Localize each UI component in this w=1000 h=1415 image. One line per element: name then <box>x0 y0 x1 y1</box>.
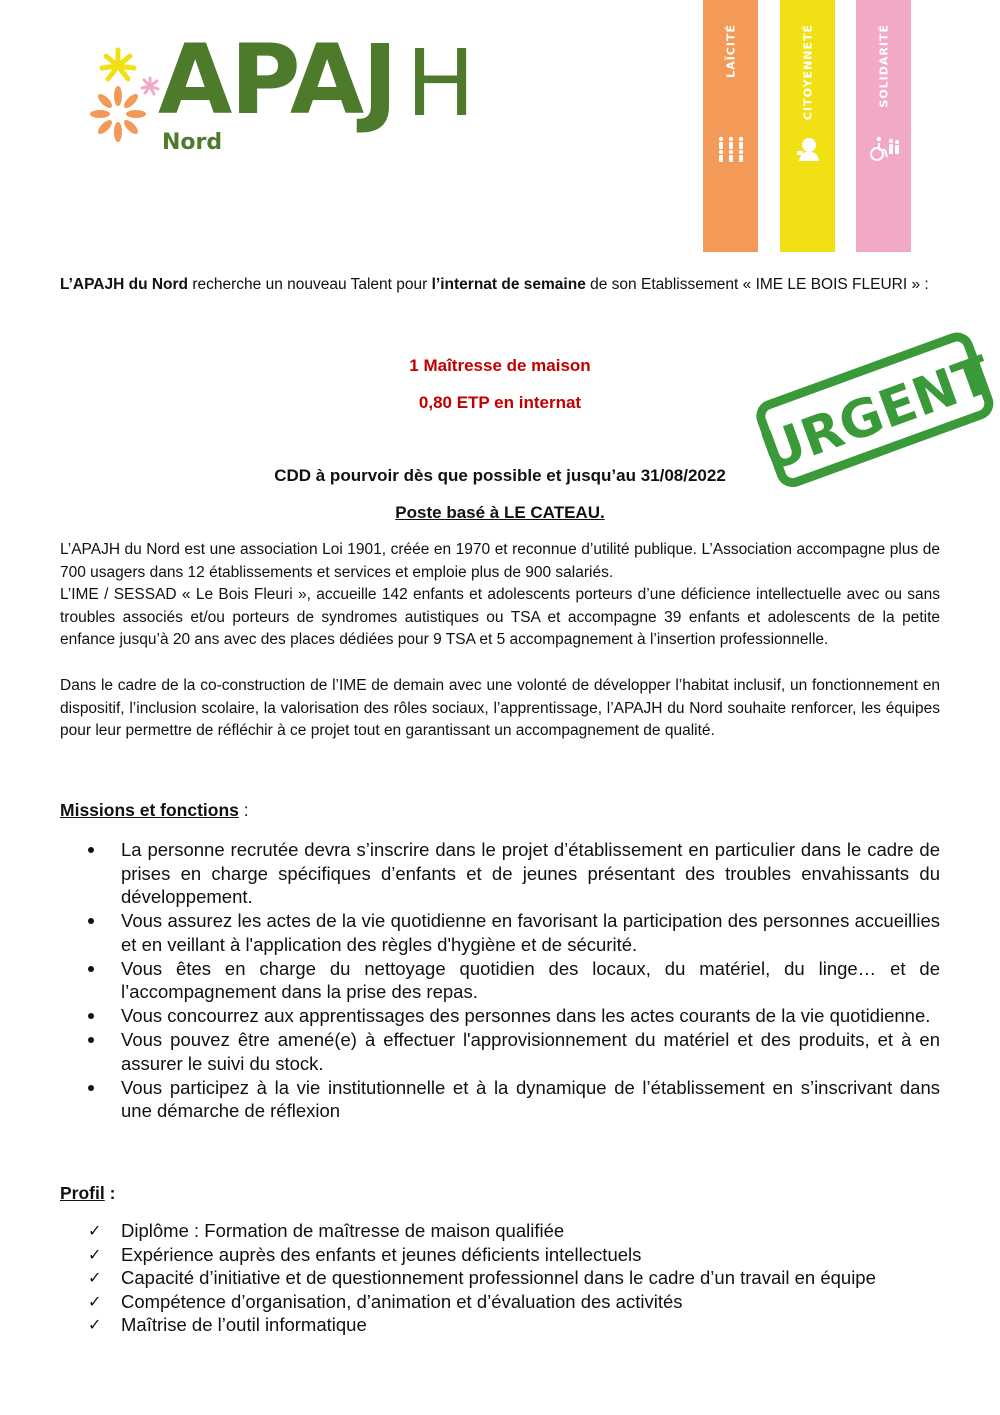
list-item-text: Maîtrise de l’outil informatique <box>121 1314 367 1335</box>
intro-org: L’APAJH du Nord <box>60 276 189 293</box>
check-icon: ✓ <box>88 1315 102 1334</box>
list-item <box>60 1266 960 1290</box>
check-icon: ✓ <box>88 1221 102 1240</box>
bullet-icon <box>88 966 94 972</box>
list-item-text: Vous pouvez être amené(e) à effectuer l'approvisionnement du matériel et des produits, et à en assurer le suivi du stock. <box>121 1029 940 1074</box>
list-item <box>60 1219 960 1243</box>
list-item <box>60 1313 960 1337</box>
check-icon: ✓ <box>88 1291 102 1311</box>
list-item <box>60 1243 960 1267</box>
missions-list <box>60 838 940 1123</box>
job-etp: 0,80 ETP en internat <box>418 393 582 412</box>
people-group-icon <box>714 135 748 163</box>
list-item-text: Expérience auprès des enfants et jeunes déficients intellectuels <box>121 1243 642 1265</box>
list-item <box>60 957 940 1004</box>
citizen-head-icon <box>791 135 825 163</box>
missions-heading <box>60 800 249 821</box>
list-item <box>60 1290 960 1314</box>
profil-heading <box>60 1183 115 1204</box>
value-band-laicite <box>703 0 758 252</box>
bullet-icon <box>88 847 94 853</box>
intro-internat: l’internat de semaine <box>431 276 586 293</box>
flower-logo-icon <box>88 44 168 154</box>
list-item-text: Capacité d’initiative et de questionnement professionnel dans le cadre d’un travail en équipe <box>121 1267 876 1288</box>
list-item-text: Vous participez à la vie institutionnelle et à la dynamique de l’établissement en s’inscrivant dans une démarche de réflexion <box>121 1076 940 1121</box>
job-contract: CDD à pourvoir dès que possible et jusqu’au 31/08/2022 <box>274 466 726 485</box>
check-icon: ✓ <box>88 1268 102 1287</box>
intro-paragraph <box>60 274 940 296</box>
list-item-text: Vous êtes en charge du nettoyage quotidien des locaux, du matériel, du linge… et de l’accompagnement dans la prise des repas. <box>121 957 940 1002</box>
list-item <box>60 1028 940 1075</box>
bullet-icon <box>88 1085 94 1091</box>
job-title: 1 Maîtresse de maison <box>409 356 591 375</box>
list-item <box>60 838 940 909</box>
intro-text-2: de son Etablissement « IME LE BOIS FLEURI » : <box>585 276 929 293</box>
bullet-icon <box>88 1037 94 1043</box>
urgent-stamp <box>742 308 1000 508</box>
check-icon: ✓ <box>88 1244 102 1264</box>
accessibility-icon <box>867 135 901 163</box>
intro-text-1: recherche un nouveau Talent pour <box>188 276 432 293</box>
logo-brand-sub: Nord <box>162 130 223 155</box>
context-paragraph: Dans le cadre de la co-construction de l’IME de demain avec une volonté de développer l’habitat inclusif, un fonctionnement en dispositif, l’inclusion scolaire, la valorisation des rôles sociaux, l’apprentissage, l’APAJH du Nord souhaite renforcer, les équipes pour leur permettre de réfléchir à ce projet tout en garantissant un accompagnement de qualité. <box>60 677 940 739</box>
value-label: LAÏCITÉ <box>724 24 737 78</box>
stamp-text: URGENT <box>753 345 1000 484</box>
ime-paragraph: L’IME / SESSAD « Le Bois Fleuri », accueille 142 enfants et adolescents porteurs d’une déficience intellectuelle avec ou sans troubles associés et/ou porteurs de syndromes autistiques ou TSA et accompagne 39 enfants et adolescents de la petite enfance jusqu’à 20 ans avec des places dédiées pour 9 TSA et 5 accompagnement à l’insertion professionnelle. <box>60 586 940 648</box>
logo-brand-last: H <box>406 30 476 137</box>
value-band-solidarite <box>856 0 911 252</box>
missions-title: Missions et fonctions <box>60 800 239 820</box>
logo-brand-main: APAJ <box>158 24 396 136</box>
list-item <box>60 909 940 956</box>
list-item-text: La personne recrutée devra s’inscrire dans le projet d’établissement en particulier dans le cadre de prises en charge spécifiques d’enfants et de jeunes présentant des troubles envahissants du développement. <box>121 839 940 907</box>
list-item-text: Vous assurez les actes de la vie quotidienne en favorisant la participation des personnes accueillies et en veillant à l'application des règles d'hygiène et de sécurité. <box>121 910 940 955</box>
profil-suffix: : <box>104 1183 116 1203</box>
value-band-citoyennete <box>780 0 835 252</box>
apajh-logo <box>88 24 488 170</box>
value-label: SOLIDARITÉ <box>877 24 890 108</box>
missions-suffix: : <box>238 800 249 820</box>
job-location: Poste basé à LE CATEAU. <box>395 503 605 522</box>
bullet-icon <box>88 1013 94 1019</box>
bullet-icon <box>88 918 94 924</box>
profil-title: Profil <box>60 1183 105 1203</box>
list-item-text: Compétence d’organisation, d’animation et d’évaluation des activités <box>121 1290 683 1312</box>
list-item <box>60 1076 940 1123</box>
association-paragraph: L’APAJH du Nord est une association Loi 1901, créée en 1970 et reconnue d’utilité publique. L’Association accompagne plus de 700 usagers dans 12 établissements et services et emploie plus de 900 salariés. <box>60 541 940 581</box>
list-item <box>60 1004 940 1028</box>
value-label: CITOYENNETÉ <box>801 24 814 121</box>
profil-list <box>60 1219 960 1337</box>
list-item-text: Diplôme : Formation de maîtresse de maison qualifiée <box>121 1220 565 1241</box>
list-item-text: Vous concourrez aux apprentissages des personnes dans les actes courants de la vie quotidienne. <box>121 1005 931 1026</box>
